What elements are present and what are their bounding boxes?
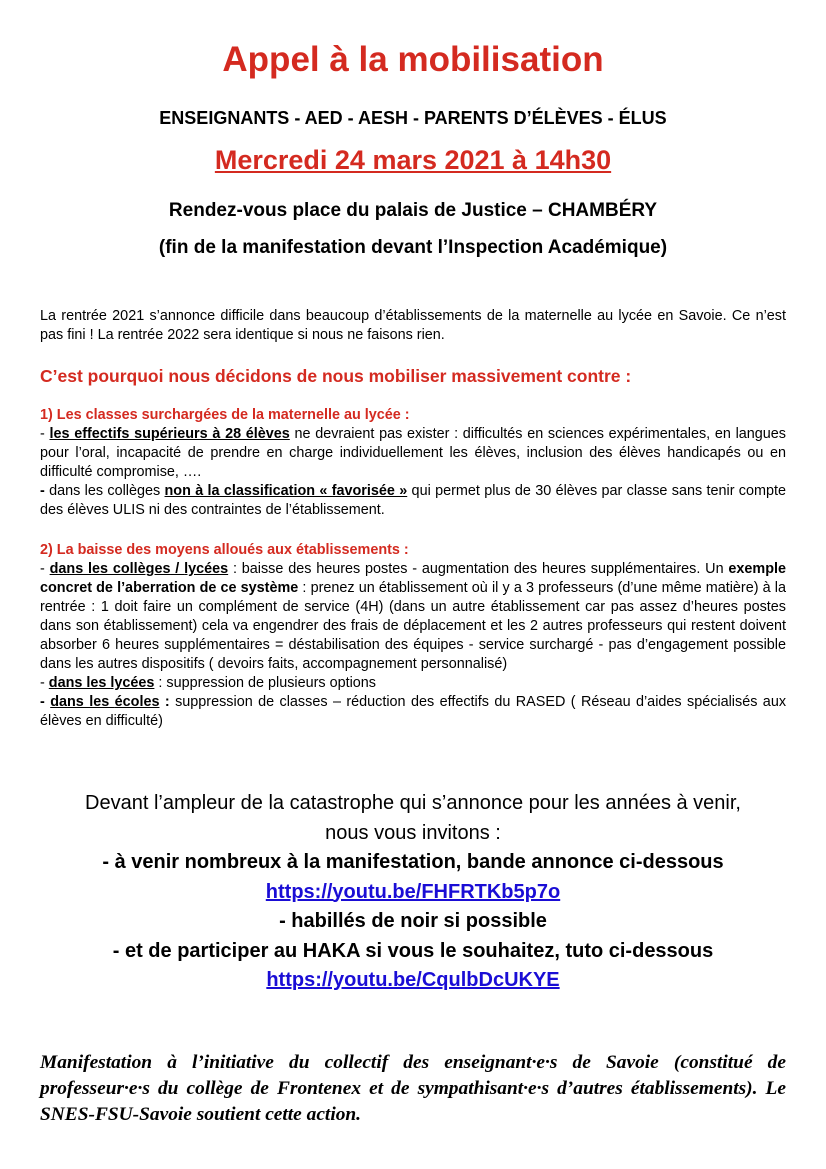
intro-paragraph: La rentrée 2021 s’annonce difficile dans beaucoup d’établissements de la maternelle au lycée en Savoie. Ce n’est pas fini ! La rentrée 2022 sera identique si nous ne faisons rien. <box>40 308 786 343</box>
section-1-item-1-emphasis: les effectifs supérieurs à 28 élèves <box>49 426 290 442</box>
trailer-link[interactable]: https://youtu.be/FHFRTKb5p7o <box>265 880 561 903</box>
section-2-heading: 2) La baisse des moyens alloués aux établissements : <box>40 542 409 558</box>
meeting-place: Rendez-vous place du palais de Justice – CHAMBÉRY <box>168 200 658 221</box>
section-1-item-2-emphasis: non à la classification « favorisée » <box>164 483 408 499</box>
section-2-item-3: - dans les écoles : suppression de classes – réduction des effectifs du RASED ( Réseau d’aides spécialisés aux élèves en difficulté) <box>40 694 787 729</box>
invitation-line-3: - à venir nombreux à la manifestation, bande annonce ci-dessous <box>102 851 724 873</box>
section-2-example-emphasis: exemple concret de l’aberration de ce système <box>40 561 787 596</box>
page-title: Appel à la mobilisation <box>222 40 604 79</box>
invitation-line-1: Devant l’ampleur de la catastrophe qui s’annonce pour les années à venir, <box>85 792 741 814</box>
section-1-heading: 1) Les classes surchargées de la maternelle au lycée : <box>40 407 410 423</box>
event-date <box>0 145 826 176</box>
audience-line: ENSEIGNANTS - AED - AESH - PARENTS D’ÉLÈVES - ÉLUS <box>159 108 667 128</box>
footer-note: Manifestation à l’initiative du collectif des enseignant·e·s de Savoie (constitué de professeur·e·s du collège de Frontenex et de sympathisant·e·s d’autres établissements). Le SNES-FSU-Savoie soutient cette action. <box>40 1052 786 1125</box>
haka-tutorial-link[interactable]: https://youtu.be/CqulbDcUKYE <box>266 969 560 991</box>
section-2-item-1: - dans les collèges / lycées : baisse des heures postes - augmentation des heures supplémentaires. Un exemple concret de l’aberration de ce système : prenez un établissement où il y a 3 professeurs (d’une même matière) à la rentrée : 1 doit faire un complément de service (4H) (dans un autre établissement car pas assez d’heures postes dans son établissement) cela va engendrer des frais de déplacement et les 2 autres professeurs qui restent doivent absorber 6 heures supplémentaires = déstabilisation des équipes - service surchargé - pas d’engagement possible dans les autres dispositifs ( devoirs faits, accompagnement personnalisé) <box>40 561 787 672</box>
invitation-block <box>0 789 826 996</box>
mobilisation-heading: C’est pourquoi nous décidons de nous mobiliser massivement contre : <box>40 366 632 386</box>
section-2-item-2: - dans les lycées : suppression de plusieurs options <box>40 675 376 691</box>
invitation-line-2: nous vous invitons : <box>325 821 501 844</box>
section-2 <box>40 541 786 731</box>
section-1-item-1: - les effectifs supérieurs à 28 élèves ne devraient pas exister : difficultés en sciences expérimentales, en langues pour l’oral, incapacité de prendre en charge individuellement les élèves, inclusion des élèves handicapés ou en difficulté compromise, …. <box>40 426 786 480</box>
section-1-item-2: - dans les collèges non à la classification « favorisée » qui permet plus de 30 élèves par classe sans tenir compte des élèves ULIS ni des contraintes de l’établissement. <box>40 483 786 518</box>
invitation-line-4: - habillés de noir si possible <box>279 910 547 932</box>
event-date-text: Mercredi 24 mars 2021 à 14h30 <box>214 145 612 175</box>
invitation-line-5: - et de participer au HAKA si vous le souhaitez, tuto ci-dessous <box>112 939 714 962</box>
end-location: (fin de la manifestation devant l’Inspection Académique) <box>158 237 668 258</box>
section-1 <box>40 406 786 520</box>
